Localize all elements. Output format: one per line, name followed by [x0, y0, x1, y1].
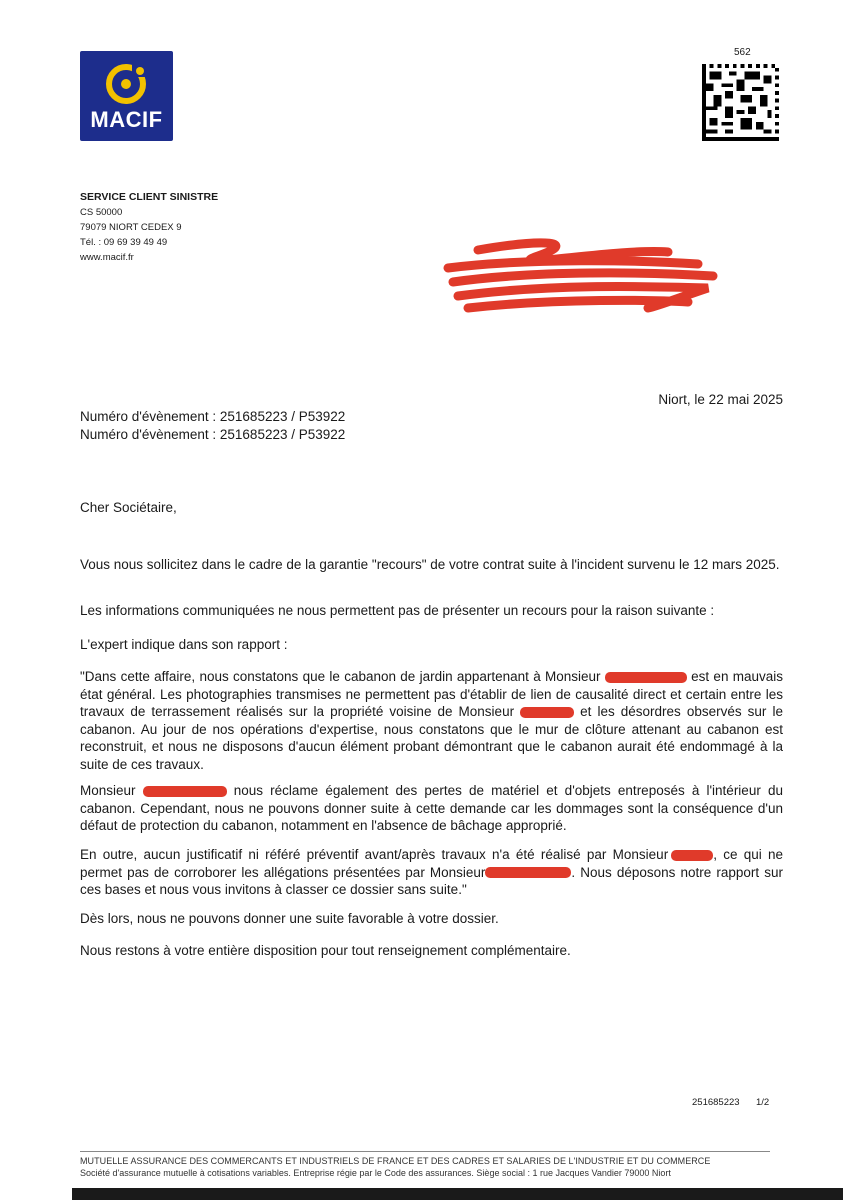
macif-logo [80, 51, 173, 141]
redaction-scribble [438, 238, 728, 318]
letter-date: Niort, le 22 mai 2025 [658, 392, 783, 407]
event-reference: Numéro d'évènement : 251685223 / P53922 [80, 427, 346, 442]
footer-divider [80, 1151, 770, 1152]
paragraph [80, 846, 783, 899]
datamatrix-code-icon [702, 64, 779, 141]
redacted-name [605, 672, 687, 683]
legal-line: Société d'assurance mutuelle à cotisations variables. Entreprise régie par le Code des assurances. Siège social : 1 rue Jacques Vandier 79000 Niort [80, 1168, 671, 1178]
document-code: 562 [734, 47, 751, 58]
redacted-name [520, 707, 574, 718]
sender-line: CS 50000 [80, 207, 123, 218]
paragraph: L'expert indique dans son rapport : [80, 637, 288, 652]
redacted-name [143, 786, 227, 797]
sender-address [80, 190, 218, 265]
recipient-address-redacted [438, 256, 718, 326]
paragraph [80, 782, 783, 835]
expert-quote-paragraph [80, 668, 783, 773]
page-number: 1/2 [756, 1097, 770, 1108]
logo-text: MACIF [90, 107, 163, 132]
paragraph-text: En outre, aucun justificatif ni référé préventif avant/après travaux n'a été réalisé par Monsieur [80, 847, 669, 862]
salutation: Cher Sociétaire, [80, 500, 177, 515]
redacted-name [671, 850, 713, 861]
paragraph: Nous restons à votre entière disposition pour tout renseignement complémentaire. [80, 943, 571, 958]
bottom-edge [0, 1188, 843, 1200]
paragraph: Vous nous sollicitez dans le cadre de la garantie "recours" de votre contrat suite à l'incident survenu le 12 mars 2025. [80, 557, 780, 572]
redacted-name [485, 867, 571, 878]
footer-reference: 251685223 [692, 1097, 740, 1108]
sender-title: SERVICE CLIENT SINISTRE [80, 191, 219, 203]
quote-text: et les désordres observés sur le cabanon. Au jour de nos opérations d'expertise, nous constatons que le mur de clôture attenant au cabanon est reconstruit, et nous ne disposons d'aucun élément probant démontrant que le cabanon aurait été endommagé à la suite de ces travaux. [80, 704, 783, 772]
legal-line: MUTUELLE ASSURANCE DES COMMERCANTS ET INDUSTRIELS DE FRANCE ET DES CADRES ET SALARIES DE L'INDUSTRIE ET DU COMMERCE [80, 1156, 711, 1166]
paragraph-text: , ce qui ne permet pas de corroborer les allégations présentées par Monsieur [80, 847, 783, 880]
paragraph-text: Monsieur [80, 783, 136, 798]
paragraph-text: . Nous déposons notre rapport sur ces bases et nous vous invitons à classer ce dossier sans suite." [80, 864, 783, 897]
paragraph: Les informations communiquées ne nous permettent pas de présenter un recours pour la raison suivante : [80, 603, 715, 618]
sender-line: Tél. : 09 69 39 49 49 [80, 237, 168, 248]
event-references [80, 408, 345, 444]
sender-line: 79079 NIORT CEDEX 9 [80, 222, 182, 233]
paragraph: Dès lors, nous ne pouvons donner une suite favorable à votre dossier. [80, 911, 499, 926]
paragraph-text: nous réclame également des pertes de matériel et d'objets entreposés à l'intérieur du cabanon. Cependant, nous ne pouvons donner suite à cette demande car les dommages sont la conséquence d'un défaut de protection du cabanon, notamment en l'absence de bâchage approprié. [80, 783, 783, 833]
sender-line: www.macif.fr [80, 252, 134, 263]
quote-text: est en mauvais état général. Les photographies transmises ne permettent pas d'établir de lien de causalité direct et certain entre les travaux de terrassement réalisés sur la propriété voisine de Monsieur [80, 669, 784, 719]
quote-text: "Dans cette affaire, nous constatons que le cabanon de jardin appartenant à Monsieur [80, 669, 601, 684]
event-reference: Numéro d'évènement : 251685223 / P53922 [80, 409, 346, 424]
